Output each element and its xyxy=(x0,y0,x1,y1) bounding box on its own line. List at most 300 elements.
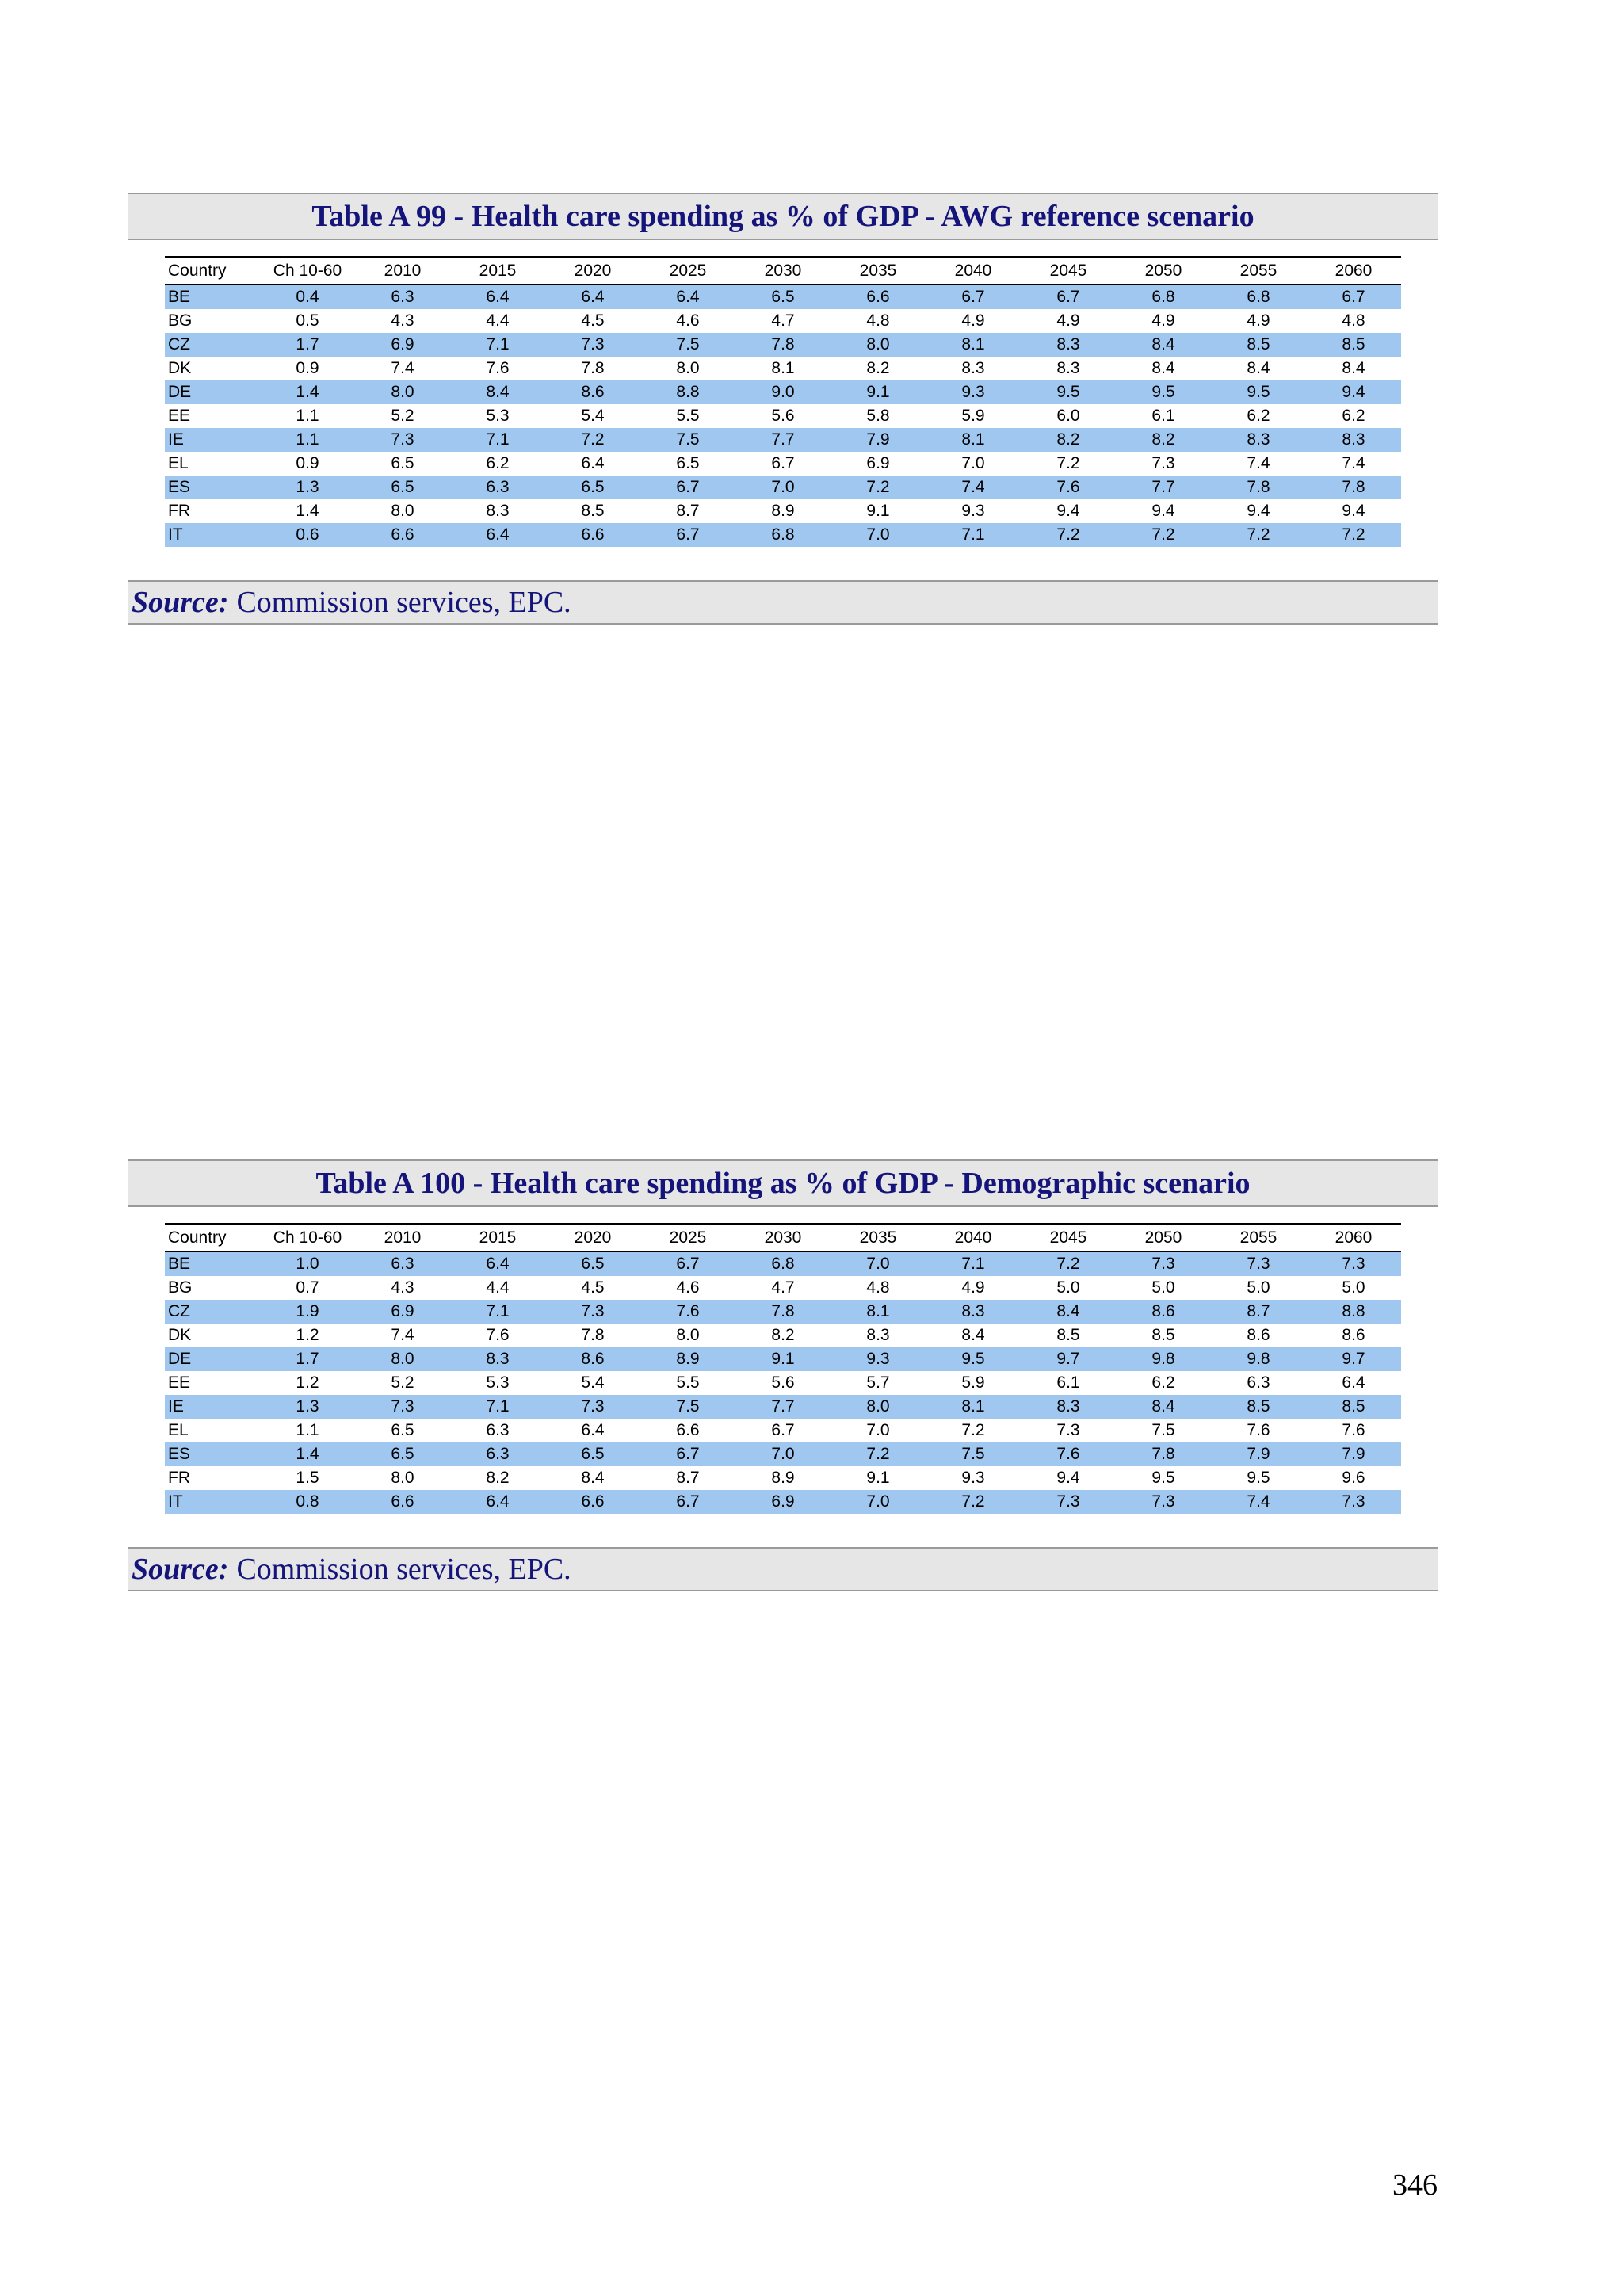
source-note xyxy=(128,1547,1438,1591)
value-cell: 7.6 xyxy=(1021,476,1116,499)
source-label: Source: xyxy=(132,1553,229,1586)
value-cell: 6.9 xyxy=(735,1490,831,1514)
country-cell: CZ xyxy=(165,333,260,357)
value-cell: 1.4 xyxy=(260,380,355,404)
table-title: Table A 100 - Health care spending as % of GDP - Demographic scenario xyxy=(128,1159,1438,1207)
value-cell: 7.0 xyxy=(735,476,831,499)
value-cell: 4.3 xyxy=(391,311,414,330)
value-cell: 6.7 xyxy=(640,1442,735,1466)
value-cell: 9.3 xyxy=(831,1347,926,1371)
value-cell: 4.7 xyxy=(771,1278,795,1297)
value-cell: 8.5 xyxy=(1306,333,1401,357)
source-label: Source: xyxy=(132,586,229,619)
value-cell: 6.6 xyxy=(355,523,450,547)
country-cell: EL xyxy=(168,454,189,472)
value-cell: 1.4 xyxy=(260,1442,355,1466)
value-cell: 1.7 xyxy=(260,333,355,357)
value-cell: 8.8 xyxy=(640,380,735,404)
value-cell: 7.4 xyxy=(391,1326,414,1344)
value-cell: 6.5 xyxy=(545,1442,640,1466)
table-row xyxy=(165,428,1401,452)
value-cell: 4.8 xyxy=(866,1278,890,1297)
value-cell: 6.4 xyxy=(450,1251,545,1276)
value-cell: 8.3 xyxy=(961,359,985,377)
value-cell: 8.5 xyxy=(1151,1326,1175,1344)
value-cell: 6.3 xyxy=(450,476,545,499)
value-cell: 8.1 xyxy=(926,1395,1021,1419)
value-cell: 8.3 xyxy=(1021,333,1116,357)
value-cell: 1.9 xyxy=(260,1300,355,1324)
value-cell: 6.5 xyxy=(355,1442,450,1466)
value-cell: 1.2 xyxy=(296,1373,319,1392)
value-cell: 8.2 xyxy=(486,1469,510,1487)
value-cell: 6.7 xyxy=(640,1251,735,1276)
value-cell: 4.9 xyxy=(961,1278,985,1297)
value-cell: 7.3 xyxy=(1021,1490,1116,1514)
value-cell: 9.0 xyxy=(735,380,831,404)
value-cell: 8.3 xyxy=(1211,428,1306,452)
value-cell: 6.8 xyxy=(1211,285,1306,309)
value-cell: 7.3 xyxy=(1116,1490,1211,1514)
value-cell: 7.2 xyxy=(831,1442,926,1466)
value-cell: 6.1 xyxy=(1056,1373,1080,1392)
value-cell: 6.0 xyxy=(1056,407,1080,425)
value-cell: 1.1 xyxy=(260,428,355,452)
value-cell: 8.4 xyxy=(1247,359,1270,377)
country-cell: EL xyxy=(168,1421,189,1439)
value-cell: 7.0 xyxy=(831,1490,926,1514)
value-cell: 7.2 xyxy=(961,1421,985,1439)
value-cell: 6.3 xyxy=(355,1251,450,1276)
country-cell: IT xyxy=(165,1490,260,1514)
value-cell: 4.9 xyxy=(1151,311,1175,330)
value-cell: 8.5 xyxy=(1211,1395,1306,1419)
value-cell: 9.1 xyxy=(866,502,890,520)
table-row xyxy=(165,1490,1401,1514)
table-header-row xyxy=(165,1224,1401,1252)
value-cell: 8.1 xyxy=(926,333,1021,357)
value-cell: 8.6 xyxy=(545,380,640,404)
value-cell: 4.9 xyxy=(1056,311,1080,330)
column-header: 2055 xyxy=(1211,258,1306,285)
value-cell: 7.4 xyxy=(391,359,414,377)
value-cell: 9.4 xyxy=(1056,1469,1080,1487)
value-cell: 6.9 xyxy=(355,333,450,357)
value-cell: 6.7 xyxy=(640,476,735,499)
value-cell: 5.3 xyxy=(486,407,510,425)
value-cell: 6.6 xyxy=(545,1490,640,1514)
column-header: 2045 xyxy=(1021,1224,1116,1252)
value-cell: 1.2 xyxy=(296,1326,319,1344)
value-cell: 8.8 xyxy=(1306,1300,1401,1324)
value-cell: 7.8 xyxy=(1116,1442,1211,1466)
table-row xyxy=(165,1371,1401,1395)
value-cell: 7.4 xyxy=(1211,1490,1306,1514)
value-cell: 7.2 xyxy=(831,476,926,499)
value-cell: 8.4 xyxy=(1116,333,1211,357)
value-cell: 6.2 xyxy=(1342,407,1365,425)
value-cell: 8.3 xyxy=(1021,1395,1116,1419)
value-cell: 1.7 xyxy=(260,1347,355,1371)
value-cell: 4.4 xyxy=(486,311,510,330)
value-cell: 5.9 xyxy=(961,407,985,425)
value-cell: 6.2 xyxy=(1151,1373,1175,1392)
value-cell: 8.1 xyxy=(926,428,1021,452)
value-cell: 5.4 xyxy=(581,407,605,425)
column-header: Country xyxy=(165,1224,260,1252)
country-cell: EE xyxy=(168,1373,191,1392)
value-cell: 8.0 xyxy=(355,1347,450,1371)
value-cell: 8.7 xyxy=(1211,1300,1306,1324)
value-cell: 9.5 xyxy=(1116,380,1211,404)
value-cell: 1.5 xyxy=(296,1469,319,1487)
value-cell: 7.8 xyxy=(581,359,605,377)
value-cell: 7.0 xyxy=(831,1251,926,1276)
value-cell: 9.3 xyxy=(926,380,1021,404)
value-cell: 6.6 xyxy=(831,285,926,309)
value-cell: 6.7 xyxy=(640,523,735,547)
value-cell: 8.7 xyxy=(676,502,700,520)
table-row xyxy=(165,1276,1401,1300)
value-cell: 6.8 xyxy=(735,1251,831,1276)
value-cell: 6.6 xyxy=(545,523,640,547)
table-row xyxy=(165,1251,1401,1276)
value-cell: 8.1 xyxy=(831,1300,926,1324)
column-header: 2060 xyxy=(1306,1224,1401,1252)
value-cell: 5.4 xyxy=(581,1373,605,1392)
data-table xyxy=(165,1223,1401,1514)
column-header: 2015 xyxy=(450,258,545,285)
value-cell: 7.4 xyxy=(1342,454,1365,472)
value-cell: 8.3 xyxy=(1056,359,1080,377)
value-cell: 8.1 xyxy=(771,359,795,377)
value-cell: 7.3 xyxy=(545,1395,640,1419)
table-row xyxy=(165,523,1401,547)
column-header: 2020 xyxy=(545,258,640,285)
value-cell: 8.0 xyxy=(676,1326,700,1344)
column-header: 2040 xyxy=(926,1224,1021,1252)
value-cell: 7.1 xyxy=(450,1300,545,1324)
value-cell: 5.9 xyxy=(961,1373,985,1392)
value-cell: 7.0 xyxy=(961,454,985,472)
value-cell: 6.8 xyxy=(735,523,831,547)
value-cell: 6.3 xyxy=(450,1442,545,1466)
value-cell: 0.4 xyxy=(260,285,355,309)
value-cell: 7.8 xyxy=(1211,476,1306,499)
table-row xyxy=(165,1419,1401,1442)
value-cell: 6.4 xyxy=(545,285,640,309)
table-row xyxy=(165,1466,1401,1490)
value-cell: 1.4 xyxy=(296,502,319,520)
country-cell: FR xyxy=(168,502,190,520)
value-cell: 7.9 xyxy=(1306,1442,1401,1466)
country-cell: FR xyxy=(168,1469,190,1487)
value-cell: 4.6 xyxy=(676,1278,700,1297)
value-cell: 9.1 xyxy=(735,1347,831,1371)
table-row xyxy=(165,285,1401,309)
value-cell: 1.1 xyxy=(296,407,319,425)
value-cell: 7.1 xyxy=(926,1251,1021,1276)
value-cell: 1.3 xyxy=(260,476,355,499)
table-row xyxy=(165,357,1401,380)
country-cell: BE xyxy=(165,1251,260,1276)
country-cell: BG xyxy=(168,1278,193,1297)
value-cell: 5.6 xyxy=(771,1373,795,1392)
value-cell: 6.8 xyxy=(1116,285,1211,309)
value-cell: 6.5 xyxy=(545,476,640,499)
value-cell: 6.6 xyxy=(676,1421,700,1439)
column-header: Ch 10-60 xyxy=(260,258,355,285)
value-cell: 7.7 xyxy=(735,1395,831,1419)
value-cell: 8.0 xyxy=(355,380,450,404)
value-cell: 9.5 xyxy=(1021,380,1116,404)
column-header: 2035 xyxy=(831,258,926,285)
value-cell: 6.7 xyxy=(1021,285,1116,309)
column-header: 2040 xyxy=(926,258,1021,285)
value-cell: 8.0 xyxy=(831,333,926,357)
value-cell: 0.9 xyxy=(296,454,319,472)
value-cell: 4.8 xyxy=(866,311,890,330)
value-cell: 7.5 xyxy=(640,1395,735,1419)
column-header: 2010 xyxy=(355,258,450,285)
value-cell: 6.4 xyxy=(581,454,605,472)
table-row xyxy=(165,452,1401,476)
value-cell: 7.2 xyxy=(926,1490,1021,1514)
value-cell: 8.3 xyxy=(486,502,510,520)
value-cell: 6.5 xyxy=(676,454,700,472)
country-cell: IE xyxy=(165,1395,260,1419)
value-cell: 7.8 xyxy=(735,333,831,357)
value-cell: 7.9 xyxy=(1211,1442,1306,1466)
value-cell: 7.7 xyxy=(1116,476,1211,499)
table-row xyxy=(165,404,1401,428)
value-cell: 5.3 xyxy=(486,1373,510,1392)
table-block-2 xyxy=(128,1159,1438,1591)
value-cell: 9.4 xyxy=(1247,502,1270,520)
value-cell: 6.7 xyxy=(771,1421,795,1439)
value-cell: 9.8 xyxy=(1116,1347,1211,1371)
value-cell: 8.9 xyxy=(771,1469,795,1487)
column-header: 2025 xyxy=(640,1224,735,1252)
value-cell: 4.8 xyxy=(1342,311,1365,330)
value-cell: 0.7 xyxy=(296,1278,319,1297)
table-row xyxy=(165,1347,1401,1371)
value-cell: 9.4 xyxy=(1306,380,1401,404)
value-cell: 4.6 xyxy=(676,311,700,330)
value-cell: 8.6 xyxy=(1116,1300,1211,1324)
value-cell: 4.7 xyxy=(771,311,795,330)
value-cell: 8.0 xyxy=(676,359,700,377)
value-cell: 8.4 xyxy=(1116,1395,1211,1419)
value-cell: 6.4 xyxy=(450,285,545,309)
source-text: Commission services, EPC. xyxy=(236,1553,571,1586)
value-cell: 7.6 xyxy=(1021,1442,1116,1466)
value-cell: 9.5 xyxy=(926,1347,1021,1371)
value-cell: 7.0 xyxy=(831,523,926,547)
table-row xyxy=(165,476,1401,499)
value-cell: 8.5 xyxy=(1306,1395,1401,1419)
value-cell: 9.5 xyxy=(1151,1469,1175,1487)
value-cell: 5.2 xyxy=(391,407,414,425)
value-cell: 7.3 xyxy=(355,1395,450,1419)
value-cell: 6.5 xyxy=(735,285,831,309)
value-cell: 8.4 xyxy=(961,1326,985,1344)
value-cell: 6.5 xyxy=(355,476,450,499)
value-cell: 7.3 xyxy=(1116,1251,1211,1276)
value-cell: 7.6 xyxy=(640,1300,735,1324)
value-cell: 6.7 xyxy=(926,285,1021,309)
value-cell: 9.4 xyxy=(1342,502,1365,520)
value-cell: 4.9 xyxy=(1247,311,1270,330)
value-cell: 8.3 xyxy=(866,1326,890,1344)
value-cell: 0.8 xyxy=(260,1490,355,1514)
table-row xyxy=(165,380,1401,404)
value-cell: 5.7 xyxy=(866,1373,890,1392)
value-cell: 6.6 xyxy=(355,1490,450,1514)
source-text: Commission services, EPC. xyxy=(236,586,571,619)
column-header: 2010 xyxy=(355,1224,450,1252)
value-cell: 9.7 xyxy=(1021,1347,1116,1371)
value-cell: 8.4 xyxy=(1342,359,1365,377)
value-cell: 7.4 xyxy=(1247,454,1270,472)
column-header: 2060 xyxy=(1306,258,1401,285)
value-cell: 7.2 xyxy=(1211,523,1306,547)
value-cell: 7.2 xyxy=(1021,1251,1116,1276)
value-cell: 6.3 xyxy=(355,285,450,309)
value-cell: 9.4 xyxy=(1056,502,1080,520)
value-cell: 4.3 xyxy=(391,1278,414,1297)
value-cell: 6.4 xyxy=(1342,1373,1365,1392)
value-cell: 8.6 xyxy=(1247,1326,1270,1344)
value-cell: 6.5 xyxy=(391,454,414,472)
value-cell: 6.5 xyxy=(391,1421,414,1439)
value-cell: 5.2 xyxy=(391,1373,414,1392)
value-cell: 7.3 xyxy=(1306,1251,1401,1276)
value-cell: 0.6 xyxy=(260,523,355,547)
column-header: 2025 xyxy=(640,258,735,285)
value-cell: 8.0 xyxy=(391,502,414,520)
column-header: 2045 xyxy=(1021,258,1116,285)
value-cell: 6.2 xyxy=(1247,407,1270,425)
value-cell: 4.5 xyxy=(581,311,605,330)
value-cell: 7.2 xyxy=(545,428,640,452)
column-header: 2030 xyxy=(735,258,831,285)
country-cell: DK xyxy=(168,359,192,377)
value-cell: 7.3 xyxy=(545,333,640,357)
table-row xyxy=(165,1395,1401,1419)
value-cell: 9.8 xyxy=(1211,1347,1306,1371)
value-cell: 7.6 xyxy=(486,359,510,377)
column-header: 2015 xyxy=(450,1224,545,1252)
value-cell: 7.3 xyxy=(545,1300,640,1324)
value-cell: 7.1 xyxy=(450,333,545,357)
column-header: 2035 xyxy=(831,1224,926,1252)
value-cell: 7.3 xyxy=(1211,1251,1306,1276)
value-cell: 7.2 xyxy=(1021,523,1116,547)
value-cell: 4.5 xyxy=(581,1278,605,1297)
value-cell: 7.0 xyxy=(866,1421,890,1439)
country-cell: BE xyxy=(165,285,260,309)
country-cell: DK xyxy=(168,1326,192,1344)
value-cell: 8.2 xyxy=(1116,428,1211,452)
column-header: 2030 xyxy=(735,1224,831,1252)
value-cell: 6.9 xyxy=(866,454,890,472)
value-cell: 8.2 xyxy=(1021,428,1116,452)
table-row xyxy=(165,1324,1401,1347)
value-cell: 8.6 xyxy=(545,1347,640,1371)
value-cell: 7.0 xyxy=(735,1442,831,1466)
value-cell: 6.4 xyxy=(640,285,735,309)
table-row xyxy=(165,1300,1401,1324)
value-cell: 8.2 xyxy=(866,359,890,377)
country-cell: CZ xyxy=(165,1300,260,1324)
value-cell: 8.4 xyxy=(450,380,545,404)
value-cell: 7.2 xyxy=(1056,454,1080,472)
value-cell: 7.5 xyxy=(640,428,735,452)
table-block-1 xyxy=(128,193,1438,625)
table-row xyxy=(165,333,1401,357)
value-cell: 8.3 xyxy=(450,1347,545,1371)
value-cell: 7.7 xyxy=(735,428,831,452)
value-cell: 7.5 xyxy=(1151,1421,1175,1439)
value-cell: 6.4 xyxy=(450,1490,545,1514)
value-cell: 6.9 xyxy=(355,1300,450,1324)
value-cell: 5.0 xyxy=(1247,1278,1270,1297)
value-cell: 8.0 xyxy=(391,1469,414,1487)
column-header: 2050 xyxy=(1116,1224,1211,1252)
value-cell: 6.1 xyxy=(1151,407,1175,425)
country-cell: ES xyxy=(165,476,260,499)
value-cell: 7.1 xyxy=(450,1395,545,1419)
value-cell: 7.3 xyxy=(1151,454,1175,472)
value-cell: 8.9 xyxy=(771,502,795,520)
value-cell: 8.0 xyxy=(831,1395,926,1419)
value-cell: 7.6 xyxy=(1342,1421,1365,1439)
column-header: 2055 xyxy=(1211,1224,1306,1252)
value-cell: 0.9 xyxy=(296,359,319,377)
data-table xyxy=(165,256,1401,547)
table-row xyxy=(165,1442,1401,1466)
value-cell: 5.0 xyxy=(1342,1278,1365,1297)
value-cell: 8.4 xyxy=(1151,359,1175,377)
value-cell: 6.5 xyxy=(545,1251,640,1276)
value-cell: 8.9 xyxy=(640,1347,735,1371)
value-cell: 9.3 xyxy=(961,502,985,520)
value-cell: 4.9 xyxy=(961,311,985,330)
column-header: Ch 10-60 xyxy=(260,1224,355,1252)
table-header-row xyxy=(165,258,1401,285)
country-cell: IT xyxy=(165,523,260,547)
value-cell: 5.5 xyxy=(676,407,700,425)
value-cell: 8.2 xyxy=(771,1326,795,1344)
value-cell: 9.1 xyxy=(866,1469,890,1487)
country-cell: DE xyxy=(165,380,260,404)
value-cell: 7.3 xyxy=(1056,1421,1080,1439)
column-header: Country xyxy=(165,258,260,285)
country-cell: EE xyxy=(168,407,191,425)
value-cell: 0.5 xyxy=(296,311,319,330)
value-cell: 7.2 xyxy=(1116,523,1211,547)
country-cell: BG xyxy=(168,311,193,330)
value-cell: 7.6 xyxy=(486,1326,510,1344)
value-cell: 4.4 xyxy=(486,1278,510,1297)
value-cell: 6.3 xyxy=(1247,1373,1270,1392)
value-cell: 5.8 xyxy=(866,407,890,425)
value-cell: 7.8 xyxy=(1306,476,1401,499)
value-cell: 7.6 xyxy=(1247,1421,1270,1439)
table-row xyxy=(165,499,1401,523)
value-cell: 7.3 xyxy=(1306,1490,1401,1514)
